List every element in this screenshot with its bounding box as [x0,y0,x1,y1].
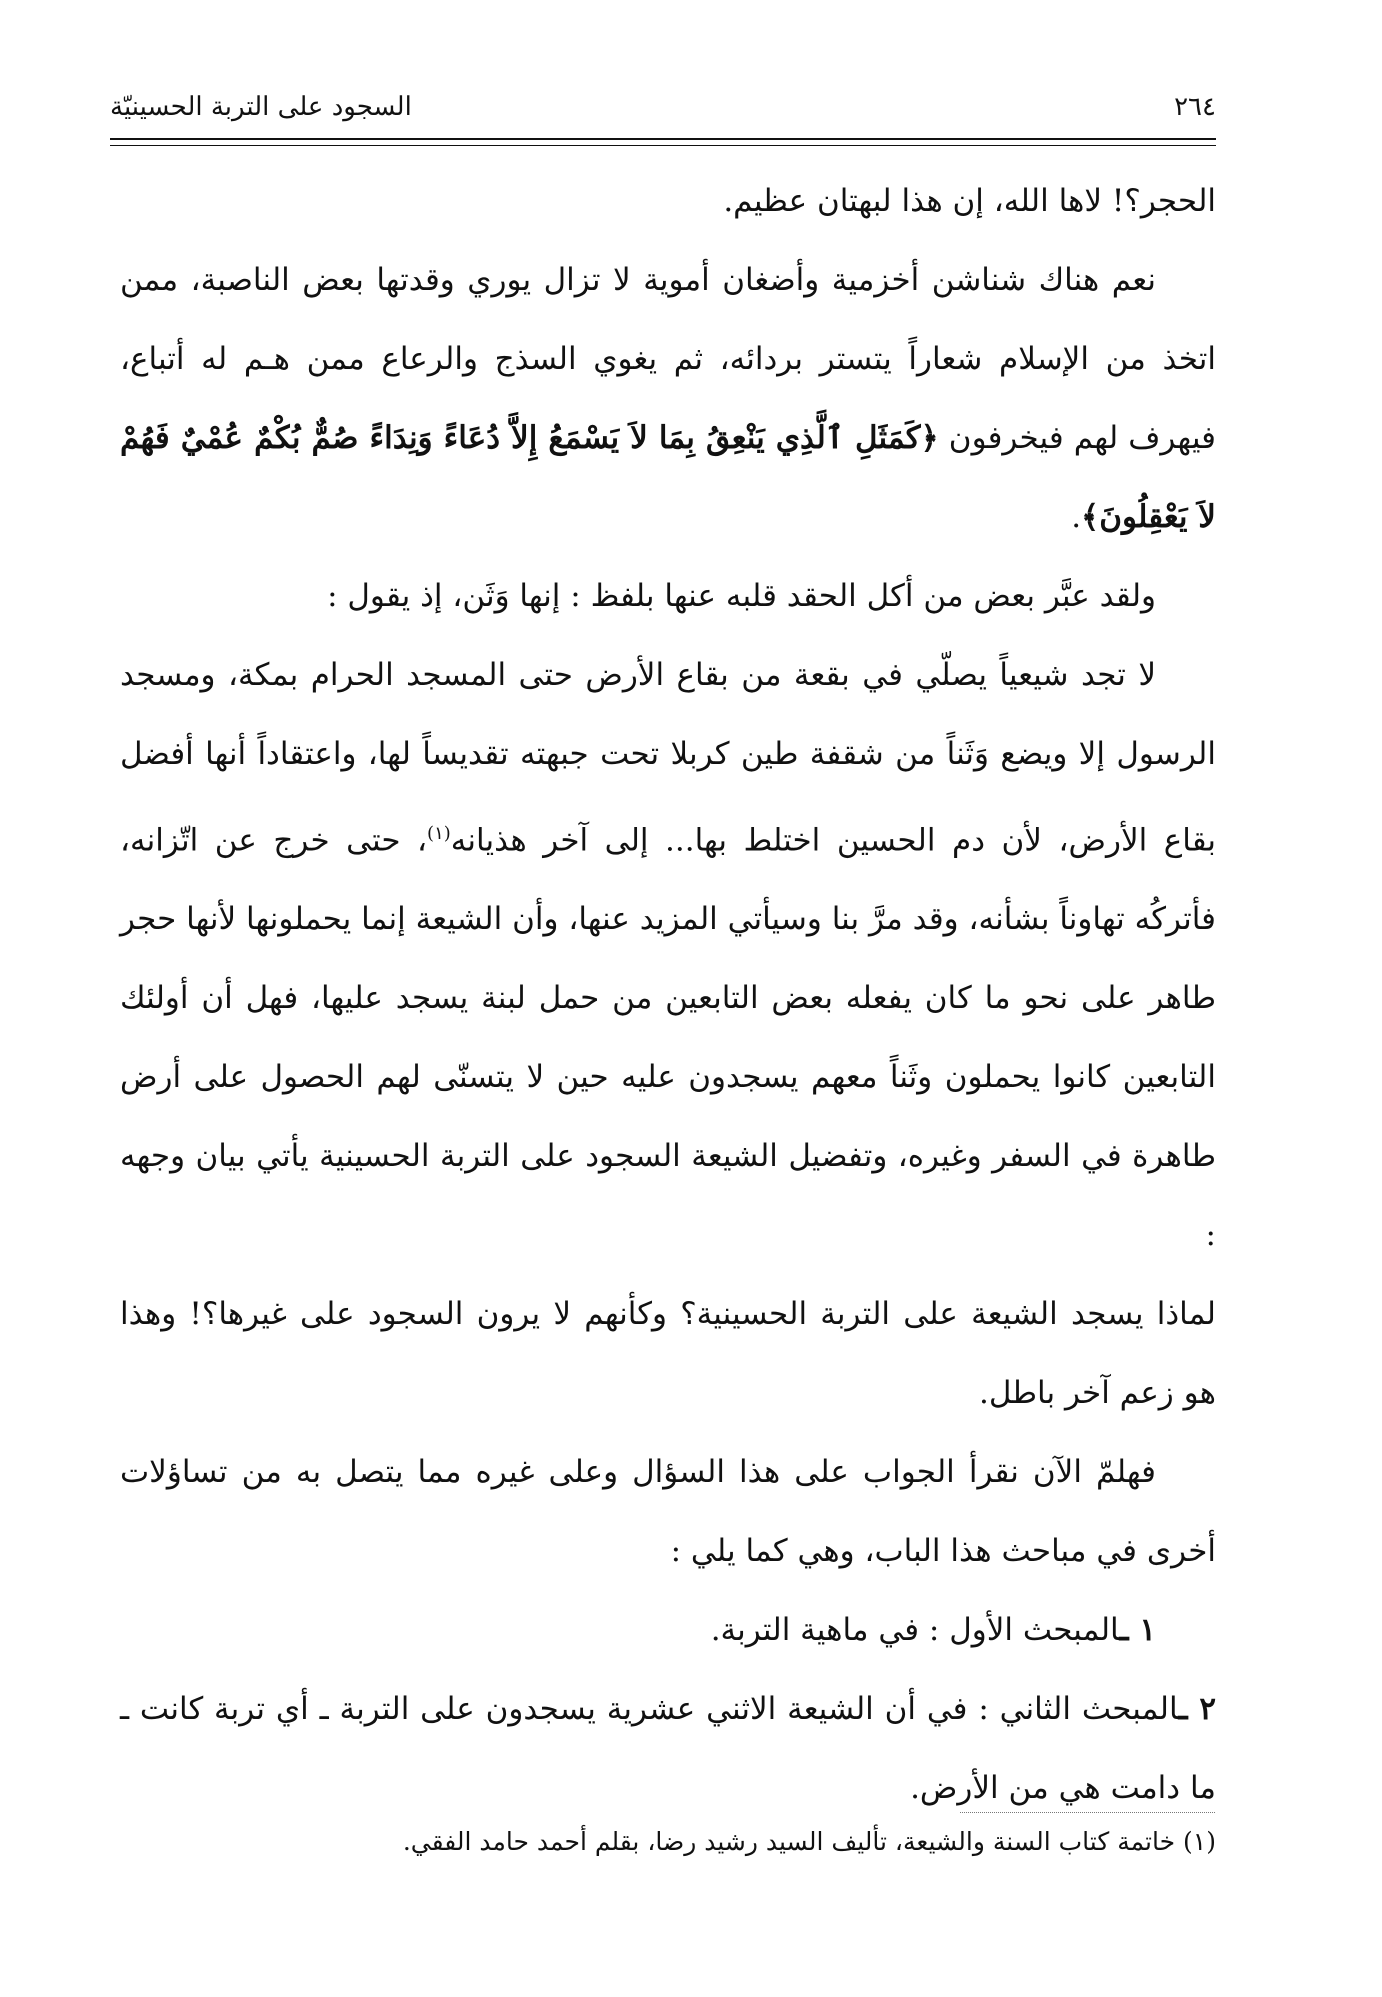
list-item [120,1591,1216,1670]
paragraph: لماذا يسجد الشيعة على التربة الحسينية؟ وكأنهم لا يرون السجود على غيرها؟! وهذا هو زعم آخر باطل. [120,1296,1216,1412]
paragraph [120,241,1216,557]
paragraph: الحجر؟! لاها الله، إن هذا لبهتان عظيم. [723,183,1216,219]
footnote-separator [960,1812,1215,1813]
list-number: ١ ـ [1119,1612,1156,1649]
footnote-ref: (١) [427,823,451,844]
main-text [120,162,1216,1828]
paragraph: فهلمّ الآن نقرأ الجواب على هذا السؤال وعلى غيره مما يتصل به من تساؤلات أخرى في مباحث هذا الباب، وهي كما يلي : [120,1454,1216,1570]
list-item [120,1670,1216,1828]
footnote-text: خاتمة كتاب السنة والشيعة، تأليف السيد رشيد رضا، بقلم أحمد حامد الفقي. [402,1827,1176,1856]
header-rule-thin [110,145,1216,146]
list-label: المبحث الثاني : [978,1691,1179,1728]
paragraph-end: . [1071,499,1082,535]
list-label: المبحث الأول : [928,1612,1120,1649]
quote-text: لا تجد شيعياً يصلّي في بقعة من بقاع الأرض حتى المسجد الحرام بمكة، ومسجد الرسول إلا ويضع وَثَناً من شقفة طين كربلا تحت جبهته تقديساً لها، واعتقاداً أنها أفضل بقاع الأرض، لأن دم الحسين اختلط بها... إلى آخر هذيانه [120,657,1217,859]
paragraph-text: ، حتى خرج عن اتّزانه، فأتركُه تهاوناً بشأنه، وقد مرَّ بنا وسيأتي المزيد عنها، وأن الشيعة إنما يحملونها لأنها حجر طاهر على نحو ما كان يفعله بعض التابعين من حمل لبنة يسجد عليها، فهل أن أولئك التابعين كانوا يحملون وثَناً معهم يسجدون عليه حين لا يتسنّى لهم الحصول على أرض طاهرة في السفر وغيره، وتفضيل الشيعة السجود على التربة الحسينية يأتي بيان وجهه : [120,822,1216,1254]
header-rule-thick [110,138,1216,140]
list-text: في أن الشيعة الاثني عشرية يسجدون على التربة ـ أي تربة كانت ـ ما دامت هي من الأرض. [120,1691,1216,1807]
list-number: ٢ ـ [1178,1691,1216,1728]
page-number: ٢٦٤ [1174,92,1216,122]
paragraph [120,636,1216,1275]
running-title: السجود على التربة الحسينيّة [110,92,412,122]
paragraph-text: نعم هناك شناشن أخزمية وأضغان أموية لا تزال يوري وقدتها بعض الناصبة، ممن اتخذ من الإسلام شعاراً يتستر بردائه، ثم يغوي السذج والرعاع ممن هـم له أتباع، فيهرف لهم فيخرفون [120,262,1216,456]
quran-quote: ﴿كَمَثَلِ ٱلَّذِي يَنْعِقُ بِمَا لاَ يَسْمَعُ إِلاَّ دُعَاءً وَنِدَاءً صُمٌّ بُكْمٌ عُمْيٌ فَهُمْ لاَ يَعْقِلُونَ﴾ [120,420,1216,535]
page-header [110,92,1216,132]
paragraph: ولقد عبَّر بعض من أكل الحقد قلبه عنها بلفظ : إنها وَثَن، إذ يقول : [327,578,1156,614]
list-text: في ماهية التربة. [710,1612,920,1649]
footnote-marker: (١) [1183,1827,1216,1856]
footnote [120,1822,1216,1862]
